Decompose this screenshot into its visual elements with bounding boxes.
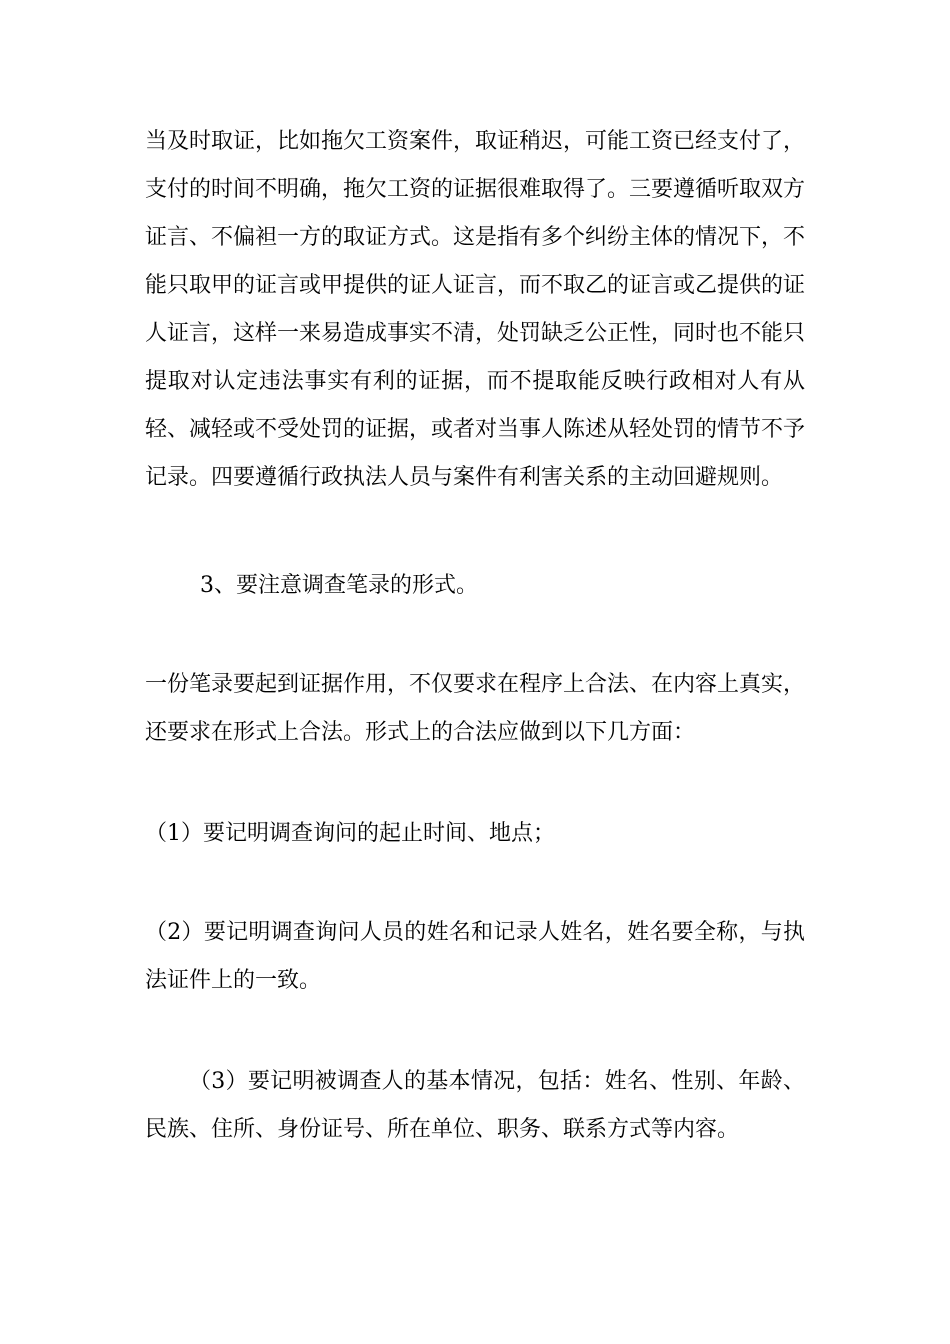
list-item-1 — [145, 810, 805, 858]
paragraph-form-requirements — [145, 661, 805, 757]
text-line: （3）要记明被调查人的基本情况，包括：姓名、性别、年龄、 — [189, 1069, 805, 1094]
text-line: 轻、减轻或不受处罚的证据，或者对当事人陈述从轻处罚的情节不予 — [145, 417, 805, 442]
text-line: 当及时取证，比如拖欠工资案件，取证稍迟，可能工资已经支付了， — [145, 129, 805, 154]
section-title: 3、要注意调查笔录的形式。 — [200, 573, 478, 598]
paragraph-evidence-rules — [145, 118, 805, 502]
text-line: 能只取甲的证言或甲提供的证人证言，而不取乙的证言或乙提供的证 — [145, 273, 805, 298]
text-line: 还要求在形式上合法。形式上的合法应做到以下几方面： — [145, 720, 696, 745]
text-line: 支付的时间不明确，拖欠工资的证据很难取得了。三要遵循听取双方 — [145, 177, 805, 202]
list-item-3 — [145, 1058, 805, 1154]
list-item-2 — [145, 909, 805, 1005]
text-line: （1）要记明调查询问的起止时间、地点； — [145, 821, 555, 846]
text-line: 记录。四要遵循行政执法人员与案件有利害关系的主动回避规则。 — [145, 465, 784, 490]
text-line: 提取对认定违法事实有利的证据，而不提取能反映行政相对人有从 — [145, 369, 805, 394]
section-heading-3 — [200, 562, 805, 610]
text-line: 一份笔录要起到证据作用，不仅要求在程序上合法、在内容上真实， — [145, 672, 805, 697]
text-line: 法证件上的一致。 — [145, 968, 322, 993]
text-line: 证言、不偏袒一方的取证方式。这是指有多个纠纷主体的情况下，不 — [145, 225, 805, 250]
text-line: （2）要记明调查询问人员的姓名和记录人姓名，姓名要全称，与执 — [145, 920, 805, 945]
text-line: 民族、住所、身份证号、所在单位、职务、联系方式等内容。 — [145, 1117, 740, 1142]
text-line: 人证言，这样一来易造成事实不清，处罚缺乏公正性，同时也不能只 — [145, 321, 805, 346]
